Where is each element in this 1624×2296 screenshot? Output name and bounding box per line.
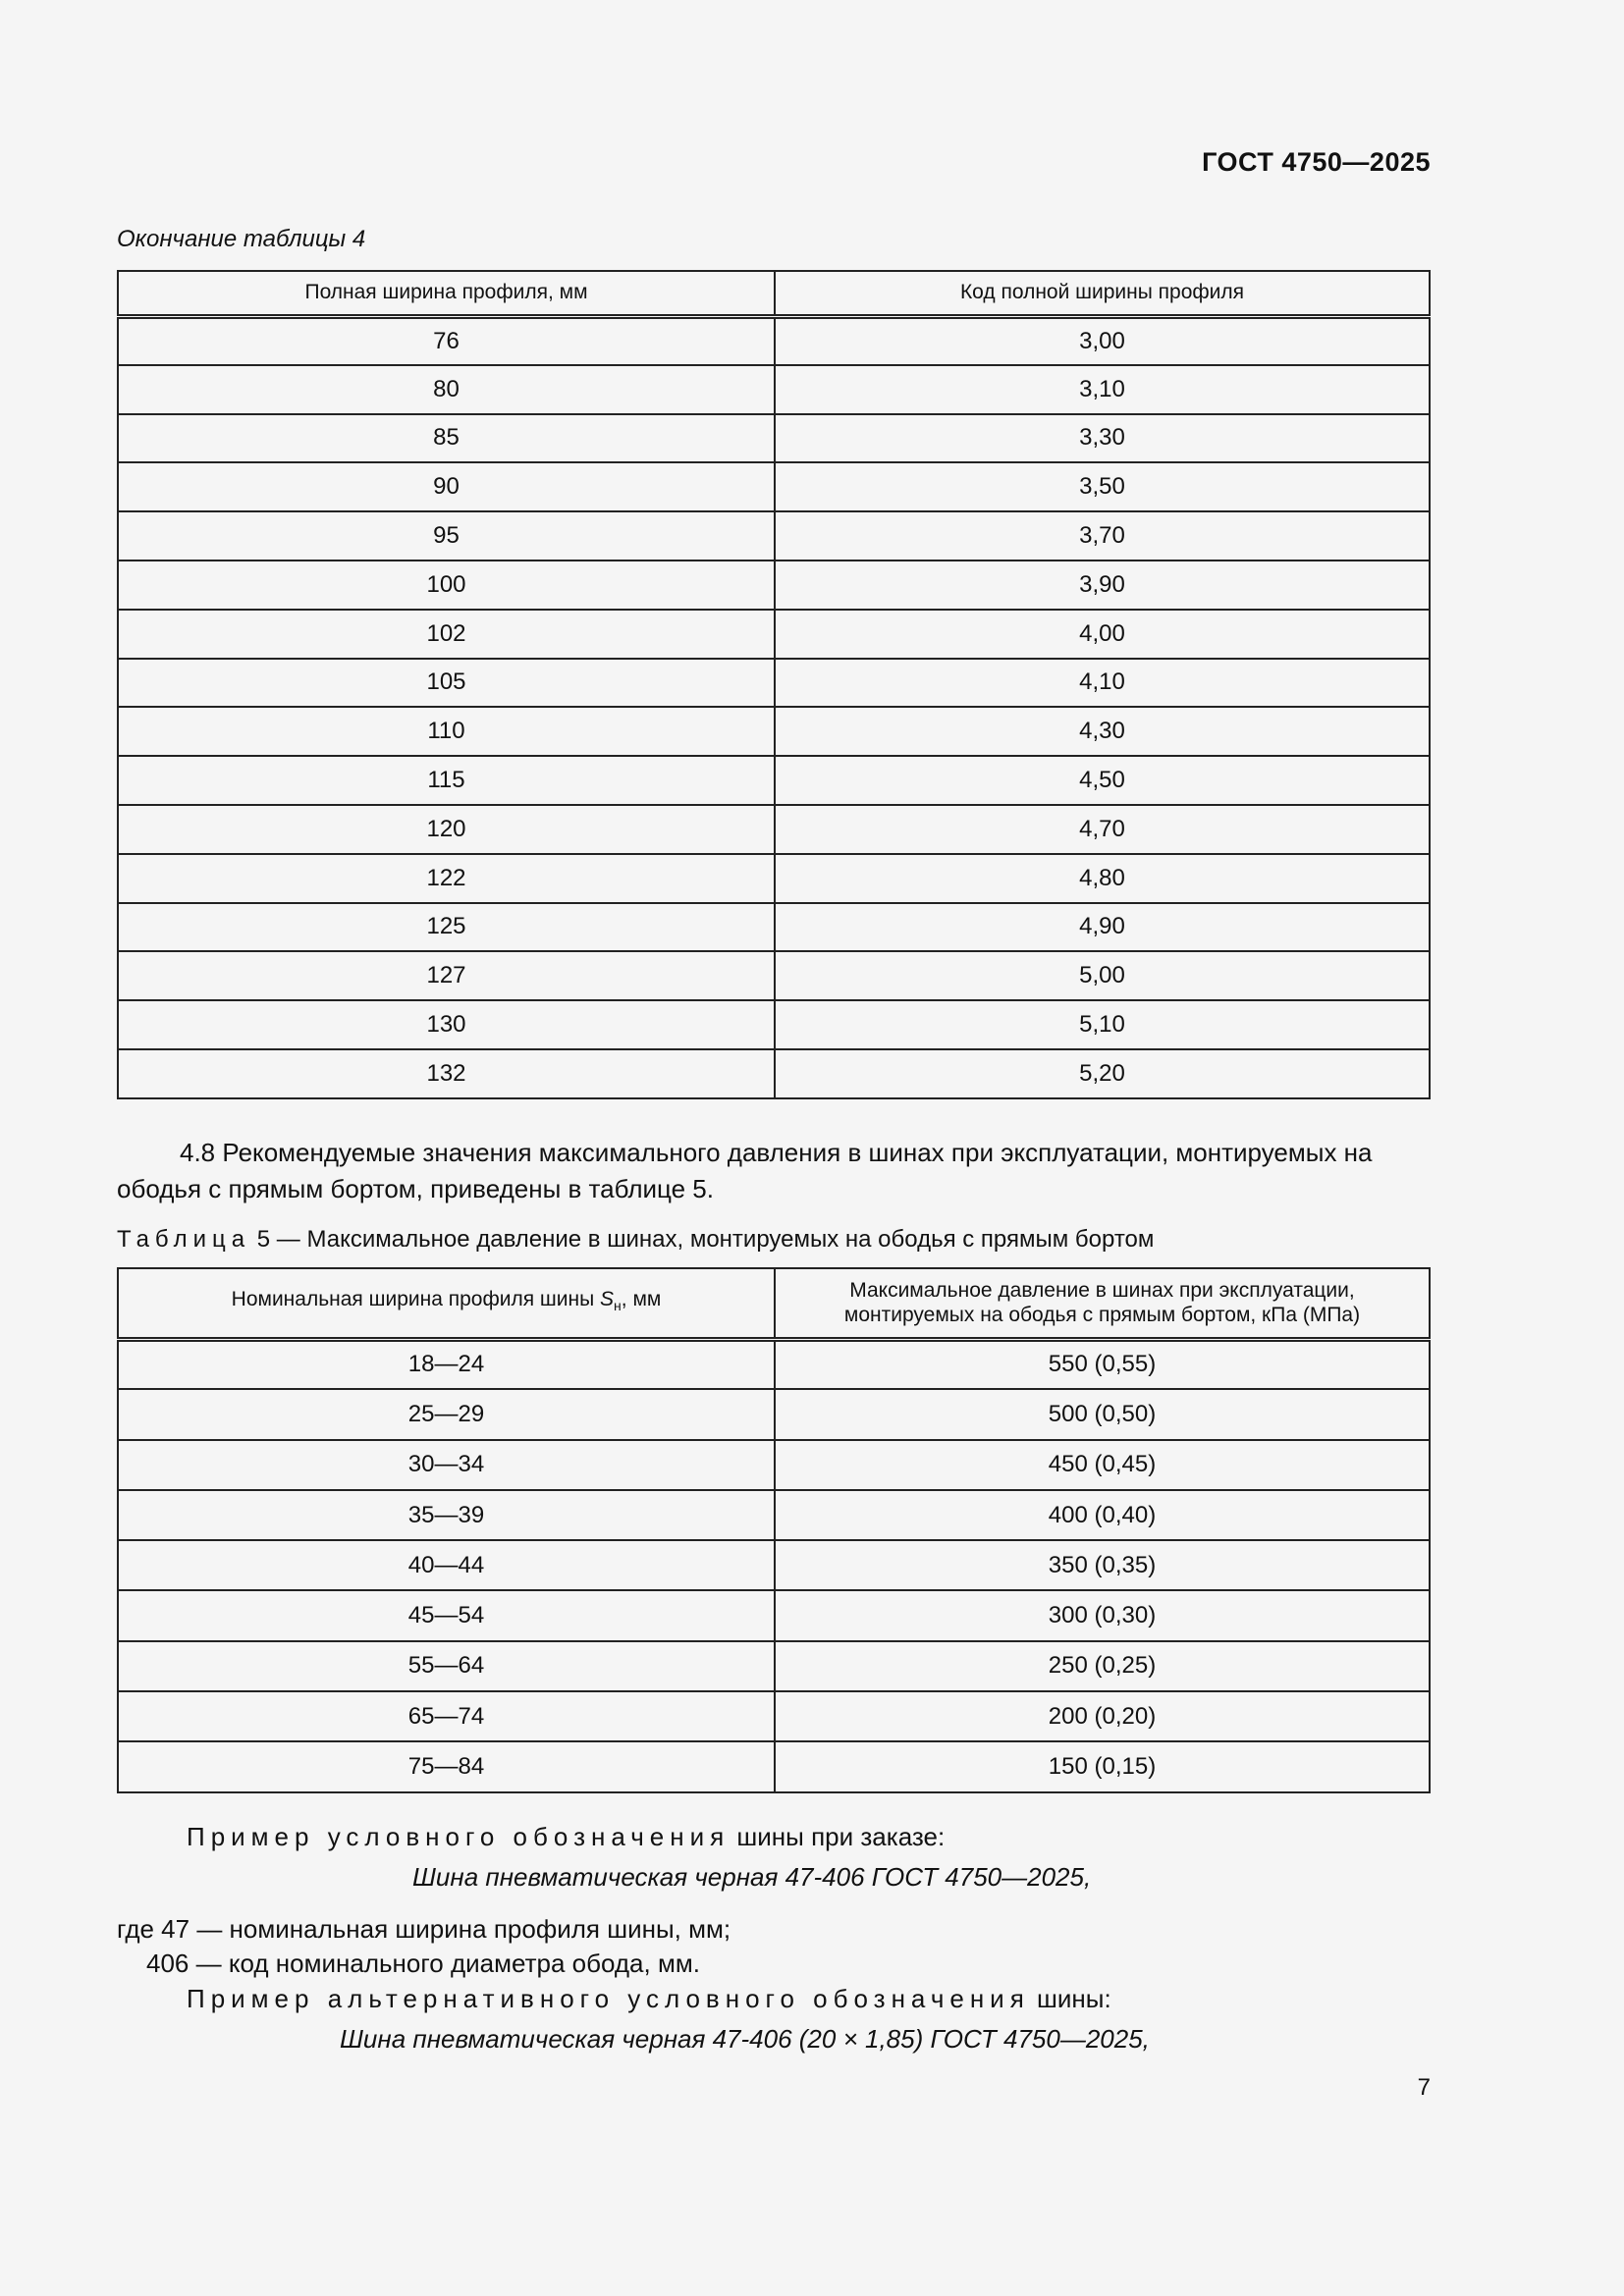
table-cell-value: 4,10 xyxy=(775,659,1430,708)
table-cell-width: 90 xyxy=(118,462,775,511)
table-row xyxy=(118,1590,1430,1640)
table-cell-width: 76 xyxy=(118,316,775,365)
example-2-text: шины: xyxy=(1029,1984,1111,2013)
table-cell-value: 3,00 xyxy=(775,316,1430,365)
where-line-2: 406 — код номинального диаметра обода, мм. xyxy=(146,1949,700,1978)
table-row xyxy=(118,1641,1430,1691)
table-cell-width: 105 xyxy=(118,659,775,708)
example-2-intro xyxy=(187,1984,1111,2014)
table-cell-width: 75—84 xyxy=(118,1741,775,1791)
example-2-label: Пример альтернативного условного обозначения xyxy=(187,1984,1030,2013)
table-4 xyxy=(117,270,1431,1099)
paragraph-4-8: 4.8 Рекомендуемые значения максимального давления в шинах при эксплуатации, монтируемых на ободья с прямым бортом, приведены в таблице 5. xyxy=(117,1138,1373,1203)
table-cell-value: 300 (0,30) xyxy=(775,1590,1430,1640)
column-header: Номинальная ширина профиля шины $S_н$, мм xyxy=(118,1268,775,1339)
document-header: ГОСТ 4750—2025 xyxy=(1202,147,1431,177)
table5-caption xyxy=(117,1226,1154,1254)
table-row xyxy=(118,414,1430,463)
table-cell-width: 127 xyxy=(118,951,775,1000)
table-row xyxy=(118,1389,1430,1439)
table-row xyxy=(118,903,1430,952)
table-cell-width: 40—44 xyxy=(118,1540,775,1590)
table-cell-width: 80 xyxy=(118,365,775,414)
table-cell-width: 125 xyxy=(118,903,775,952)
table-cell-width: 35—39 xyxy=(118,1490,775,1540)
table-row xyxy=(118,561,1430,610)
table-row xyxy=(118,316,1430,365)
table-cell-value: 5,10 xyxy=(775,1000,1430,1049)
table-row xyxy=(118,951,1430,1000)
table-row xyxy=(118,659,1430,708)
example-1-intro xyxy=(187,1822,945,1852)
table-cell-value: 5,00 xyxy=(775,951,1430,1000)
table-cell-value: 250 (0,25) xyxy=(775,1641,1430,1691)
example-2-formula: Шина пневматическая черная 47-406 (20 × 1,85) ГОСТ 4750—2025, xyxy=(340,2024,1150,2054)
table4-continuation-caption: Окончание таблицы 4 xyxy=(117,226,366,252)
table-cell-value: 4,50 xyxy=(775,756,1430,805)
table-row xyxy=(118,756,1430,805)
example-1-label: Пример условного обозначения xyxy=(187,1822,731,1851)
table-row xyxy=(118,805,1430,854)
table-cell-width: 100 xyxy=(118,561,775,610)
table-cell-value: 4,30 xyxy=(775,707,1430,756)
page-number: 7 xyxy=(1417,2074,1431,2101)
table-cell-value: 550 (0,55) xyxy=(775,1339,1430,1389)
table5-caption-label: Таблица xyxy=(117,1226,251,1253)
table-row xyxy=(118,1540,1430,1590)
table-cell-width: 25—29 xyxy=(118,1389,775,1439)
table-cell-value: 4,80 xyxy=(775,854,1430,903)
column-header: Полная ширина профиля, мм xyxy=(118,271,775,316)
table-cell-value: 500 (0,50) xyxy=(775,1389,1430,1439)
table-row xyxy=(118,854,1430,903)
table-cell-value: 3,30 xyxy=(775,414,1430,463)
table-cell-value: 350 (0,35) xyxy=(775,1540,1430,1590)
table-cell-width: 85 xyxy=(118,414,775,463)
table-cell-value: 200 (0,20) xyxy=(775,1691,1430,1741)
table-row xyxy=(118,1691,1430,1741)
table-cell-width: 110 xyxy=(118,707,775,756)
table5-caption-text: 5 — Максимальное давление в шинах, монтируемых на ободья с прямым бортом xyxy=(250,1226,1155,1253)
column-header: Код полной ширины профиля xyxy=(775,271,1430,316)
table-cell-value: 400 (0,40) xyxy=(775,1490,1430,1540)
table-5 xyxy=(117,1267,1431,1793)
table-cell-width: 122 xyxy=(118,854,775,903)
table-cell-width: 30—34 xyxy=(118,1440,775,1490)
column-header: Максимальное давление в шинах при эксплуатации, монтируемых на ободья с прямым бортом, кПа (МПа) xyxy=(775,1268,1430,1339)
table-row xyxy=(118,1741,1430,1791)
table-cell-width: 95 xyxy=(118,511,775,561)
table-header-row xyxy=(118,271,1430,316)
table-cell-width: 55—64 xyxy=(118,1641,775,1691)
table-cell-value: 4,00 xyxy=(775,610,1430,659)
example-1-text: шины при заказе: xyxy=(730,1822,946,1851)
table-cell-width: 65—74 xyxy=(118,1691,775,1741)
table-cell-width: 102 xyxy=(118,610,775,659)
table-row xyxy=(118,1440,1430,1490)
table-cell-value: 4,70 xyxy=(775,805,1430,854)
table-row xyxy=(118,365,1430,414)
table-cell-width: 18—24 xyxy=(118,1339,775,1389)
table-row xyxy=(118,462,1430,511)
table-header-row xyxy=(118,1268,1430,1339)
table-cell-value: 3,50 xyxy=(775,462,1430,511)
table-cell-width: 115 xyxy=(118,756,775,805)
table-cell-value: 150 (0,15) xyxy=(775,1741,1430,1791)
table-row xyxy=(118,1339,1430,1389)
table-cell-value: 4,90 xyxy=(775,903,1430,952)
table-cell-width: 45—54 xyxy=(118,1590,775,1640)
table-row xyxy=(118,511,1430,561)
table-row xyxy=(118,1000,1430,1049)
where-line-1: где 47 — номинальная ширина профиля шины, мм; xyxy=(117,1914,731,1944)
table-cell-value: 3,10 xyxy=(775,365,1430,414)
table-cell-width: 120 xyxy=(118,805,775,854)
table-row xyxy=(118,610,1430,659)
table-cell-value: 3,90 xyxy=(775,561,1430,610)
example-1-formula: Шина пневматическая черная 47-406 ГОСТ 4750—2025, xyxy=(412,1862,1092,1892)
table-row xyxy=(118,707,1430,756)
table-cell-value: 3,70 xyxy=(775,511,1430,561)
table-cell-value: 450 (0,45) xyxy=(775,1440,1430,1490)
table-cell-width: 132 xyxy=(118,1049,775,1098)
table-cell-value: 5,20 xyxy=(775,1049,1430,1098)
table-row xyxy=(118,1490,1430,1540)
table-row xyxy=(118,1049,1430,1098)
table-cell-width: 130 xyxy=(118,1000,775,1049)
